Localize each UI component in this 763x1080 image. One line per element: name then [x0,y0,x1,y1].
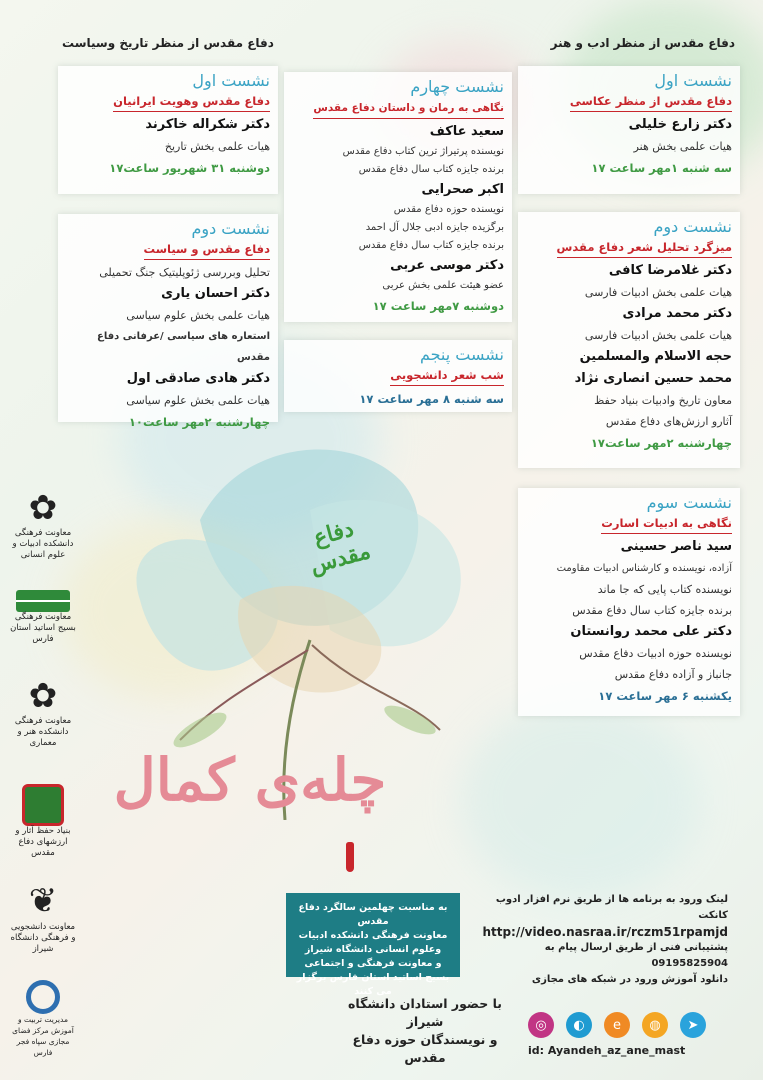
session-date: سه شنبه ۸ مهر ساعت ۱۷ [359,392,504,406]
session-topic: شب شعر دانشجویی [390,366,504,386]
logo-literature-faculty [10,488,76,561]
announcement-line: و معاونت فرهنگی و اجتماعی بسیج اساتید استان فارس برگزار می کنند [296,958,450,997]
foundation-seal-icon [22,784,64,826]
session-heading: نشست دوم [653,217,732,236]
speaker-role: آثارو ارزش‌های دفاع مقدس [605,415,732,428]
presence-note [330,995,520,1067]
speaker-role: هیات علمی بخش علوم سیاسی [126,394,270,407]
speaker-role: هیات علمی بخش هنر [633,140,732,153]
left-column-title: دفاع مقدس از منظر تاریخ وسیاست [62,36,274,50]
right-column-title: دفاع مقدس از منظر ادب و هنر [550,36,735,50]
session-heading: نشست دوم [191,219,270,238]
eitaa-icon[interactable]: e [604,1012,630,1038]
session-topic: میزگرد تحلیل شعر دفاع مقدس [557,238,732,258]
basij-flag-icon [16,590,70,612]
logo-art-faculty [10,676,76,749]
speaker-title: حجه الاسلام والمسلمین [579,349,732,364]
middle-session-4-card [284,72,512,322]
cyberspace-center-icon [26,980,60,1014]
speaker-role: نویسنده حوزه ادبیات دفاع مقدس [579,647,732,660]
leaf [381,700,439,740]
student-affairs-icon: ❦ [28,881,58,921]
logo-sacred-defense-foundation [10,784,76,859]
speaker-name: دکتر احسان یاری [161,286,270,301]
speaker-role: جانباز و آزاده دفاع مقدس [614,668,732,681]
speaker-role: نویسنده حوزه دفاع مقدس [393,204,504,215]
session-topic: نگاهی به ادبیات اسارت [601,514,732,534]
logo-label: بنیاد حفظ آثار و ارزشهای دفاع مقدس [15,826,71,858]
speaker-role: نویسنده کتاب پایی که جا ماند [597,583,732,596]
logo-student-affairs [10,880,76,955]
speaker-role: برنده جایزه کتاب سال دفاع مقدس [572,604,732,617]
speaker-role: آزاده، نویسنده و کارشناس ادبیات مقاومت [556,563,732,574]
tutorial-line: دانلود آموزش ورود در شبکه های مجازی [531,974,728,985]
speaker-name: دکتر محمد مرادی [622,306,732,321]
logo-label: معاونت فرهنگی دانشکده ادبیات و علوم انسانی [12,528,74,560]
session-date: سه شنبه ۱مهر ساعت ۱۷ [591,161,732,175]
support-line: پشتیبانی فنی از طریق ارسال پیام به 09195825904 [544,942,728,969]
speaker-name: دکتر هادی صادقی اول [126,371,270,386]
speaker-name: اکبر صحرایی [421,182,504,197]
speaker-name: سید ناصر حسینی [620,539,732,554]
speaker-role: هیات علمی بخش ادبیات فارسی [584,286,732,299]
telegram-icon[interactable]: ➤ [680,1012,706,1038]
talk-title: تحلیل وبررسی ژئوپلیتیک جنگ تحمیلی [99,266,270,279]
soroush-icon[interactable]: ◐ [566,1012,592,1038]
link-info [466,892,728,988]
session-heading: نشست چهارم [410,77,504,96]
announcement-line: معاونت فرهنگی دانشکده ادبیات وعلوم انسانی دانشگاه شیراز [298,930,448,955]
speaker-role: برنده جایزه کتاب سال دفاع مقدس [358,240,504,251]
session-date: چهارشنبه ۲مهر ساعت۱۷ [590,436,732,450]
speaker-role: برنده جایزه کتاب سال دفاع مقدس [358,164,504,175]
logo-label: معاونت فرهنگی دانشکده هنر و معماری [14,716,72,748]
announcement-box [286,893,460,997]
main-calligraphy: چله‌ی کمال [113,746,387,814]
session-topic: نگاهی به رمان و داستان دفاع مقدس [313,99,504,119]
speaker-role: هیات علمی بخش ادبیات فارسی [584,329,732,342]
link-intro: لینک ورود به برنامه ها از طریق نرم افزار ادوب کانکت [495,894,728,921]
speaker-role: عضو هیئت علمی بخش عربی [382,280,504,291]
speaker-role: برگزیده جایزه ادبی جلال آل احمد [365,222,504,233]
speaker-name: سعید عاکف [429,124,504,139]
inner-calligraphy: دفاع مقدس [307,515,374,580]
presence-line: و نویسندگان حوزه دفاع مقدس [352,1032,498,1065]
left-session-2-card [58,214,278,429]
speaker-role: هیات علمی بخش علوم سیاسی [126,309,270,322]
speaker-role: نویسنده پرتیراژ ترین کتاب دفاع مقدس [342,146,504,157]
speaker-name: دکتر زارع خلیلی [628,117,732,132]
speaker-name: دکتر علی محمد روانستان [570,624,732,639]
university-emblem-icon: ✿ [28,488,58,528]
logo-label: معاونت فرهنگی بسیج اساتید استان فارس [10,612,76,644]
right-session-2-card [518,212,740,468]
session-heading: نشست پنجم [419,345,504,364]
logo-cyberspace-center [10,980,76,1058]
session-date: دوشنبه ۷مهر ساعت ۱۷ [372,299,504,313]
university-emblem-icon: ✿ [28,676,58,716]
speaker-role: هیات علمی بخش تاریخ [164,140,270,153]
session-heading: نشست سوم [646,493,732,512]
event-url[interactable]: http://video.nasraa.ir/rczm51rpamjd [482,925,728,939]
left-session-1-card [58,66,278,194]
announcement-line: به مناسبت چهلمین سالگرد دفاع مقدس [298,902,448,927]
speaker-name: دکتر موسی عربی [390,258,504,273]
speaker-role: معاون تاریخ وادبیات بنیاد حفظ [594,394,732,407]
instagram-icon[interactable]: ◎ [528,1012,554,1038]
session-topic: دفاع مقدس از منظر عکاسی [570,92,732,112]
session-date: یکشنبه ۶ مهر ساعت ۱۷ [598,689,732,703]
session-topic: دفاع مقدس وهویت ایرانیان [113,92,270,112]
speaker-name: دکتر غلامرضا کافی [608,263,732,278]
right-session-1-card [518,66,740,194]
bale-icon[interactable]: ◍ [642,1012,668,1038]
talk-title: استعاره های سیاسی /عرفانی دفاع مقدس [97,331,270,363]
speaker-name: دکتر شکراله خاکرند [145,117,270,132]
session-heading: نشست اول [654,71,732,90]
presence-line: با حضور استادان دانشگاه شیراز [348,996,502,1029]
session-heading: نشست اول [192,71,270,90]
logo-label: مدیریت تربیت و آموزش مرکز فضای مجازی سپاه فجر فارس [12,1015,74,1057]
logo-basij-professors [10,590,76,645]
right-session-3-card [518,488,740,716]
logo-label: معاونت دانشجویی و فرهنگی دانشگاه شیراز [10,922,76,954]
session-topic: دفاع مقدس و سیاست [144,240,270,260]
social-id: id: Ayandeh_az_ane_mast [528,1044,686,1057]
session-date: دوشنبه ۳۱ شهریور ساعت۱۷ [109,161,270,175]
speaker-name: محمد حسین انصاری نژاد [574,371,732,386]
blood-drop-icon [346,842,354,872]
session-date: چهارشنبه ۲مهر ساعت۱۰ [128,415,270,429]
